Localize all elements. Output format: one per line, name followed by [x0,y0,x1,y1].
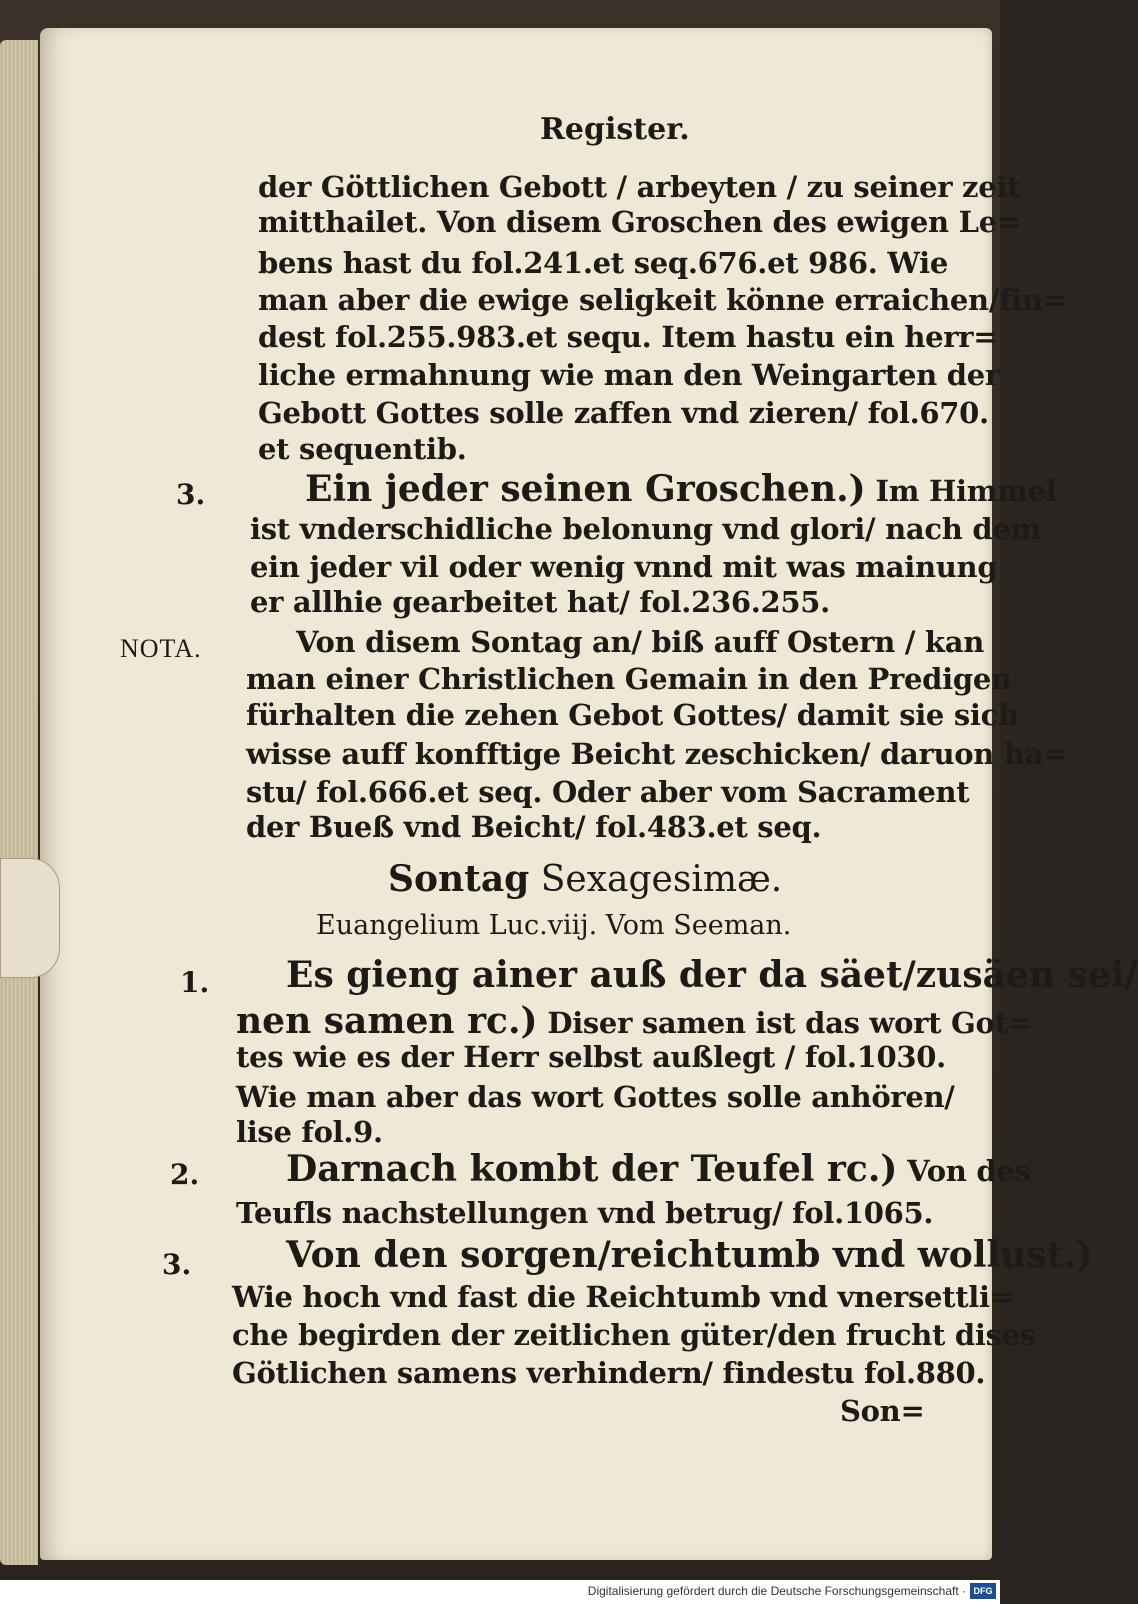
entry-line [305,468,1056,510]
text-line: che begirden der zeitlichen güter/den frucht dises [232,1318,1036,1352]
text-line: man aber die ewige seligkeit könne erraichen/fin= [258,283,1067,317]
text-line: der Bueß vnd Beicht/ fol.483.et seq. [246,810,822,844]
catchword: Son= [840,1394,925,1428]
entry-lead: nen samen rc.) [236,1000,538,1042]
text-line: wisse auff konfftige Beicht zeschicken/ daruon ha= [246,737,1068,771]
text-line: stu/ fol.666.et seq. Oder aber vom Sacrament [246,775,970,809]
text-line: Gebott Gottes solle zaffen vnd zieren/ fol.670. [258,396,989,430]
nota-label: NOTA. [120,634,202,663]
text-line: Teufls nachstellungen vnd betrug/ fol.1065. [236,1196,934,1230]
margin-number: 3. [176,478,206,511]
gospel-subtitle: Euangelium Luc.viij. Vom Seeman. [316,910,792,941]
section-heading [388,858,782,900]
text-line: Götlichen samens verhindern/ findestu fol.880. [232,1356,986,1390]
margin-number: 1. [180,966,210,999]
entry-line [286,1148,1031,1190]
page-header: Register. [540,112,690,147]
text-line: der Göttlichen Gebott / arbeyten / zu seiner zeit [258,170,1021,204]
text-line: bens hast du fol.241.et seq.676.et 986. Wie [258,246,948,280]
text-line: Wie hoch vnd fast die Reichtumb vnd vnersettli= [232,1280,1014,1314]
entry-text: Von des [897,1154,1031,1188]
funding-notice: Digitalisierung gefördert durch die Deutsche Forschungsgemeinschaft · [587,1584,966,1598]
entry-line [236,1000,1032,1042]
entry-text: Im Himmel [865,474,1057,508]
entry-lead: Ein jeder seinen Groschen.) [305,468,866,510]
entry-lead: Darnach kombt der Teufel rc.) [286,1148,898,1190]
text-line: fürhalten die zehen Gebot Gottes/ damit sie sich [246,698,1019,732]
margin-number: 3. [162,1248,192,1281]
text-line: dest fol.255.983.et sequ. Item hastu ein herr= [258,320,998,354]
text-line: er allhie gearbeitet hat/ fol.236.255. [250,585,830,619]
section-title-rest: Sexagesimæ. [529,859,783,900]
text-line: man einer Christlichen Gemain in den Predigen [246,662,1012,696]
text-line: lise fol.9. [236,1115,383,1149]
text-line: tes wie es der Herr selbst außlegt / fol.1030. [236,1040,946,1074]
text-line: mitthailet. Von disem Groschen des ewigen Le= [258,205,1021,239]
text-line: ein jeder vil oder wenig vnnd mit was mainung [250,550,998,584]
text-line: Wie man aber das wort Gottes solle anhören/ [236,1080,955,1114]
text-line: ist vnderschidliche belonung vnd glori/ nach dem [250,512,1041,546]
text-line: et sequentib. [258,432,467,466]
entry-lead: Es gieng ainer auß der da säet/zusäen sei/ [286,954,1138,996]
section-title-bold: Sontag [388,858,530,900]
entry-lead: Von den sorgen/reichtumb vnd wollust.) [286,1234,1093,1276]
page-edges [0,40,38,1565]
text-line: liche ermahnung wie man den Weingarten der [258,358,1000,392]
margin-number: 2. [170,1158,200,1191]
dfg-logo: DFG [970,1583,996,1599]
text-line: Von disem Sontag an/ biß auff Ostern / kan [296,625,985,659]
entry-text: Diser samen ist das wort Got= [537,1006,1032,1040]
page-clasp [0,858,60,978]
